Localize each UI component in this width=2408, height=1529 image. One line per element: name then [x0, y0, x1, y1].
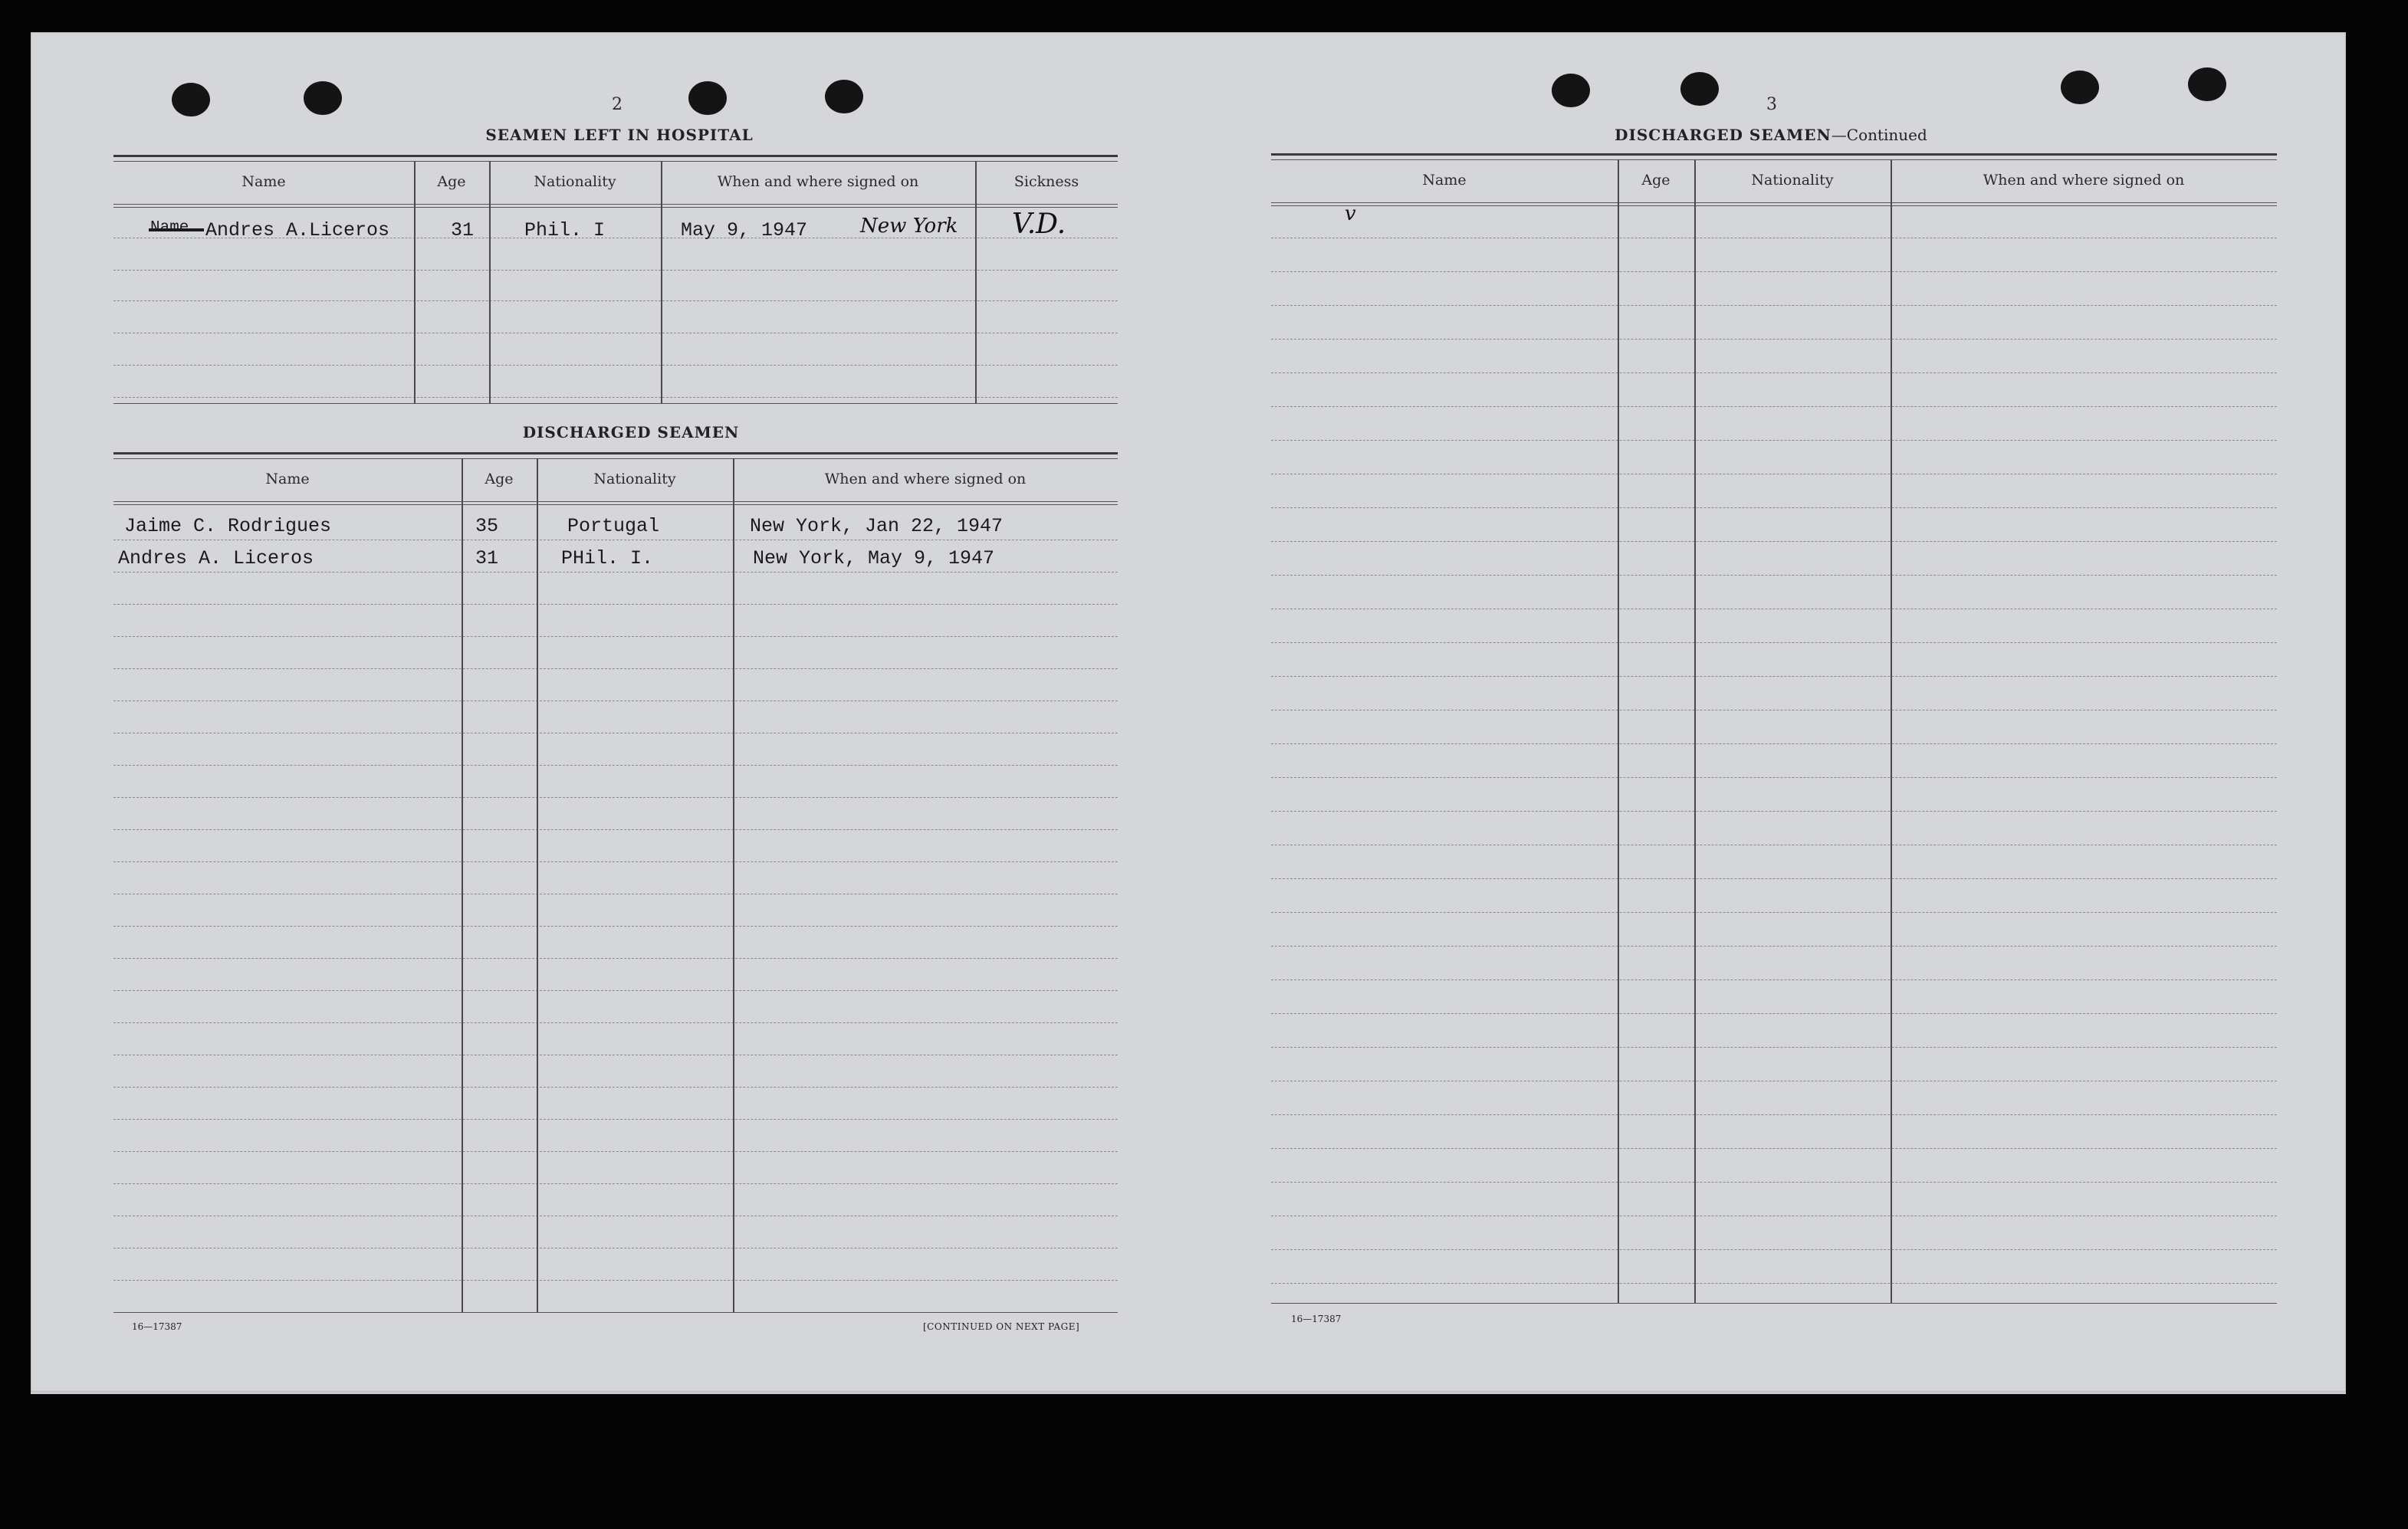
hospital-section-title: SEAMEN LEFT IN HOSPITAL: [485, 126, 754, 144]
discharged-name: Jaime C. Rodrigues: [124, 515, 332, 537]
strike-through: [149, 228, 204, 231]
column-header: When and where signed on: [717, 173, 919, 190]
discharged-age: 31: [475, 547, 499, 569]
column-header: Age: [485, 471, 514, 487]
punch-hole: [1552, 74, 1590, 107]
sheet-edge: [31, 1392, 2346, 1394]
page-number-right: 3: [1766, 95, 1777, 114]
discharged-section-title: DISCHARGED SEAMEN: [522, 423, 740, 441]
column-header: Name: [1422, 172, 1467, 189]
column-header: Nationality: [593, 471, 676, 487]
column-header: Age: [1641, 172, 1670, 189]
hospital-name: Andres A.Liceros: [205, 219, 390, 241]
punch-hole: [688, 81, 727, 115]
punch-hole: [172, 83, 210, 116]
continued-note: [CONTINUED ON NEXT PAGE]: [923, 1321, 1080, 1332]
column-header: Name: [241, 173, 286, 190]
column-header: Age: [437, 173, 466, 190]
discharged-continued-title: [1556, 126, 1986, 144]
column-header: When and where signed on: [824, 471, 1027, 487]
discharged-age: 35: [475, 515, 499, 537]
punch-hole: [304, 81, 342, 115]
punch-hole: [1680, 72, 1719, 106]
hospital-signed-on: May 9, 1947: [681, 219, 808, 241]
page-number-left: 2: [612, 95, 623, 114]
title-main: DISCHARGED SEAMEN: [1615, 126, 1831, 144]
discharged-table-right: [1271, 152, 2277, 1309]
title-continued: —Continued: [1831, 126, 1927, 144]
hospital-signed-on-handwritten: New York: [860, 215, 958, 238]
hospital-table: [113, 153, 1118, 406]
discharged-signed-on: New York, May 9, 1947: [753, 547, 995, 569]
discharged-nationality: Portugal: [567, 515, 660, 537]
hospital-sickness: V.D.: [1012, 208, 1066, 240]
discharged-nationality: PHil. I.: [561, 547, 654, 569]
form-number-left: 16—17387: [132, 1321, 182, 1332]
punch-hole: [825, 80, 863, 113]
column-header: Sickness: [1013, 173, 1079, 190]
discharged-name: Andres A. Liceros: [118, 547, 314, 569]
punch-hole: [2061, 71, 2099, 104]
form-number-right: 16—17387: [1291, 1314, 1342, 1324]
hospital-nationality: Phil. I: [524, 219, 606, 241]
discharged-table-left: [113, 451, 1118, 1317]
hospital-age: 31: [451, 219, 475, 241]
column-header: Nationality: [1751, 172, 1834, 189]
punch-hole: [2188, 67, 2226, 101]
discharged-signed-on: New York, Jan 22, 1947: [750, 515, 1004, 537]
column-header: Name: [265, 471, 310, 487]
check-mark: v: [1345, 202, 1356, 225]
column-header: When and where signed on: [1983, 172, 2185, 189]
column-header: Nationality: [534, 173, 616, 190]
